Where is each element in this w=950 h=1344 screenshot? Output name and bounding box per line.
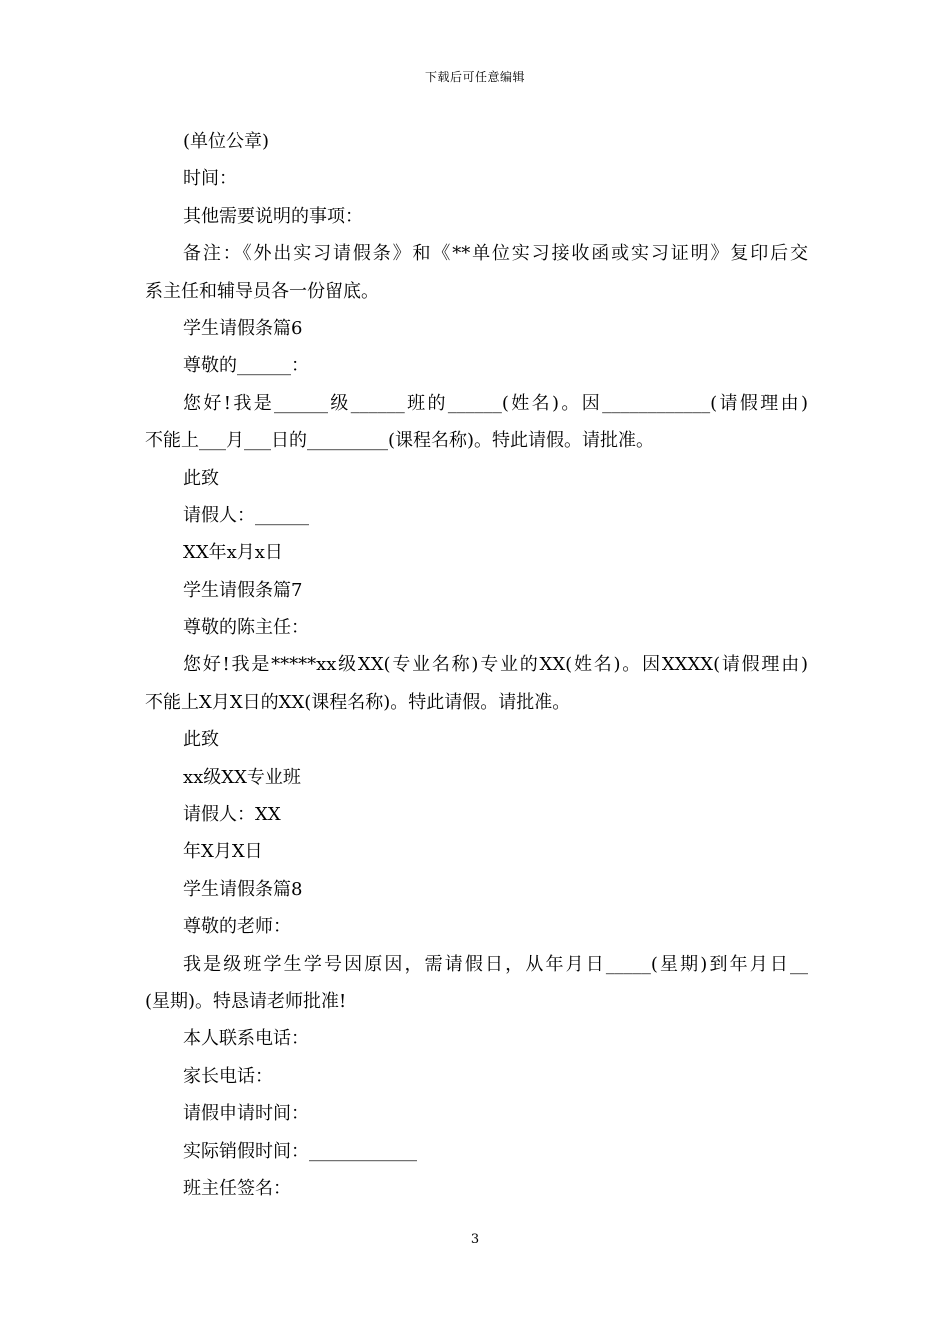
section-title-7: 学生请假条篇7 xyxy=(183,579,303,601)
applicant-7: 请假人：XX xyxy=(183,804,281,826)
body-8-line-2: (星期)。特恳请老师批准! xyxy=(145,990,347,1012)
return-time: 实际销假时间：____________ xyxy=(183,1140,417,1162)
document-body xyxy=(145,123,808,1207)
closing-6: 此致 xyxy=(183,467,219,489)
closing-7: 此致 xyxy=(183,729,219,751)
request-time: 请假申请时间： xyxy=(183,1103,309,1125)
other-notes-line: 其他需要说明的事项： xyxy=(183,205,363,227)
class-7: xx级XX专业班 xyxy=(183,766,301,788)
remark-paragraph-line-1: 备注：《外出实习请假条》和《**单位实习接收函或实习证明》复印后交 xyxy=(183,243,808,265)
date-7: 年X月X日 xyxy=(183,841,263,863)
teacher-signature: 班主任签名： xyxy=(183,1177,291,1199)
body-8-line-1: 我是级班学生学号因原因，需请假日，从年月日_____(星期)到年月日__ xyxy=(183,953,808,975)
time-line: 时间： xyxy=(183,168,237,190)
body-6-line-2: 不能上___月___日的_________(课程名称)。特此请假。请批准。 xyxy=(145,430,655,452)
body-7-line-2: 不能上X月X日的XX(课程名称)。特此请假。请批准。 xyxy=(145,691,571,713)
page-number: 3 xyxy=(470,1232,480,1247)
section-title-6: 学生请假条篇6 xyxy=(183,317,303,339)
salutation-7: 尊敬的陈主任： xyxy=(183,617,309,639)
parent-phone: 家长电话： xyxy=(183,1065,273,1087)
section-title-8: 学生请假条篇8 xyxy=(183,878,303,900)
unit-seal-line: (单位公章) xyxy=(183,131,270,152)
remark-paragraph-line-2: 系主任和辅导员各一份留底。 xyxy=(145,280,379,302)
salutation-8: 尊敬的老师： xyxy=(183,916,291,938)
applicant-6: 请假人：______ xyxy=(183,504,309,526)
body-7-line-1: 您好!我是*****xx级XX(专业名称)专业的XX(姓名)。因XXXX(请假理由) xyxy=(183,654,808,676)
date-6: XX年x月x日 xyxy=(183,542,283,564)
page-header: 下载后可任意编辑 xyxy=(424,70,525,84)
salutation-6: 尊敬的______： xyxy=(183,355,309,377)
body-6-line-1: 您好!我是______级______班的______(姓名)。因____________(请假理由) xyxy=(183,392,808,414)
student-phone: 本人联系电话： xyxy=(183,1028,309,1050)
